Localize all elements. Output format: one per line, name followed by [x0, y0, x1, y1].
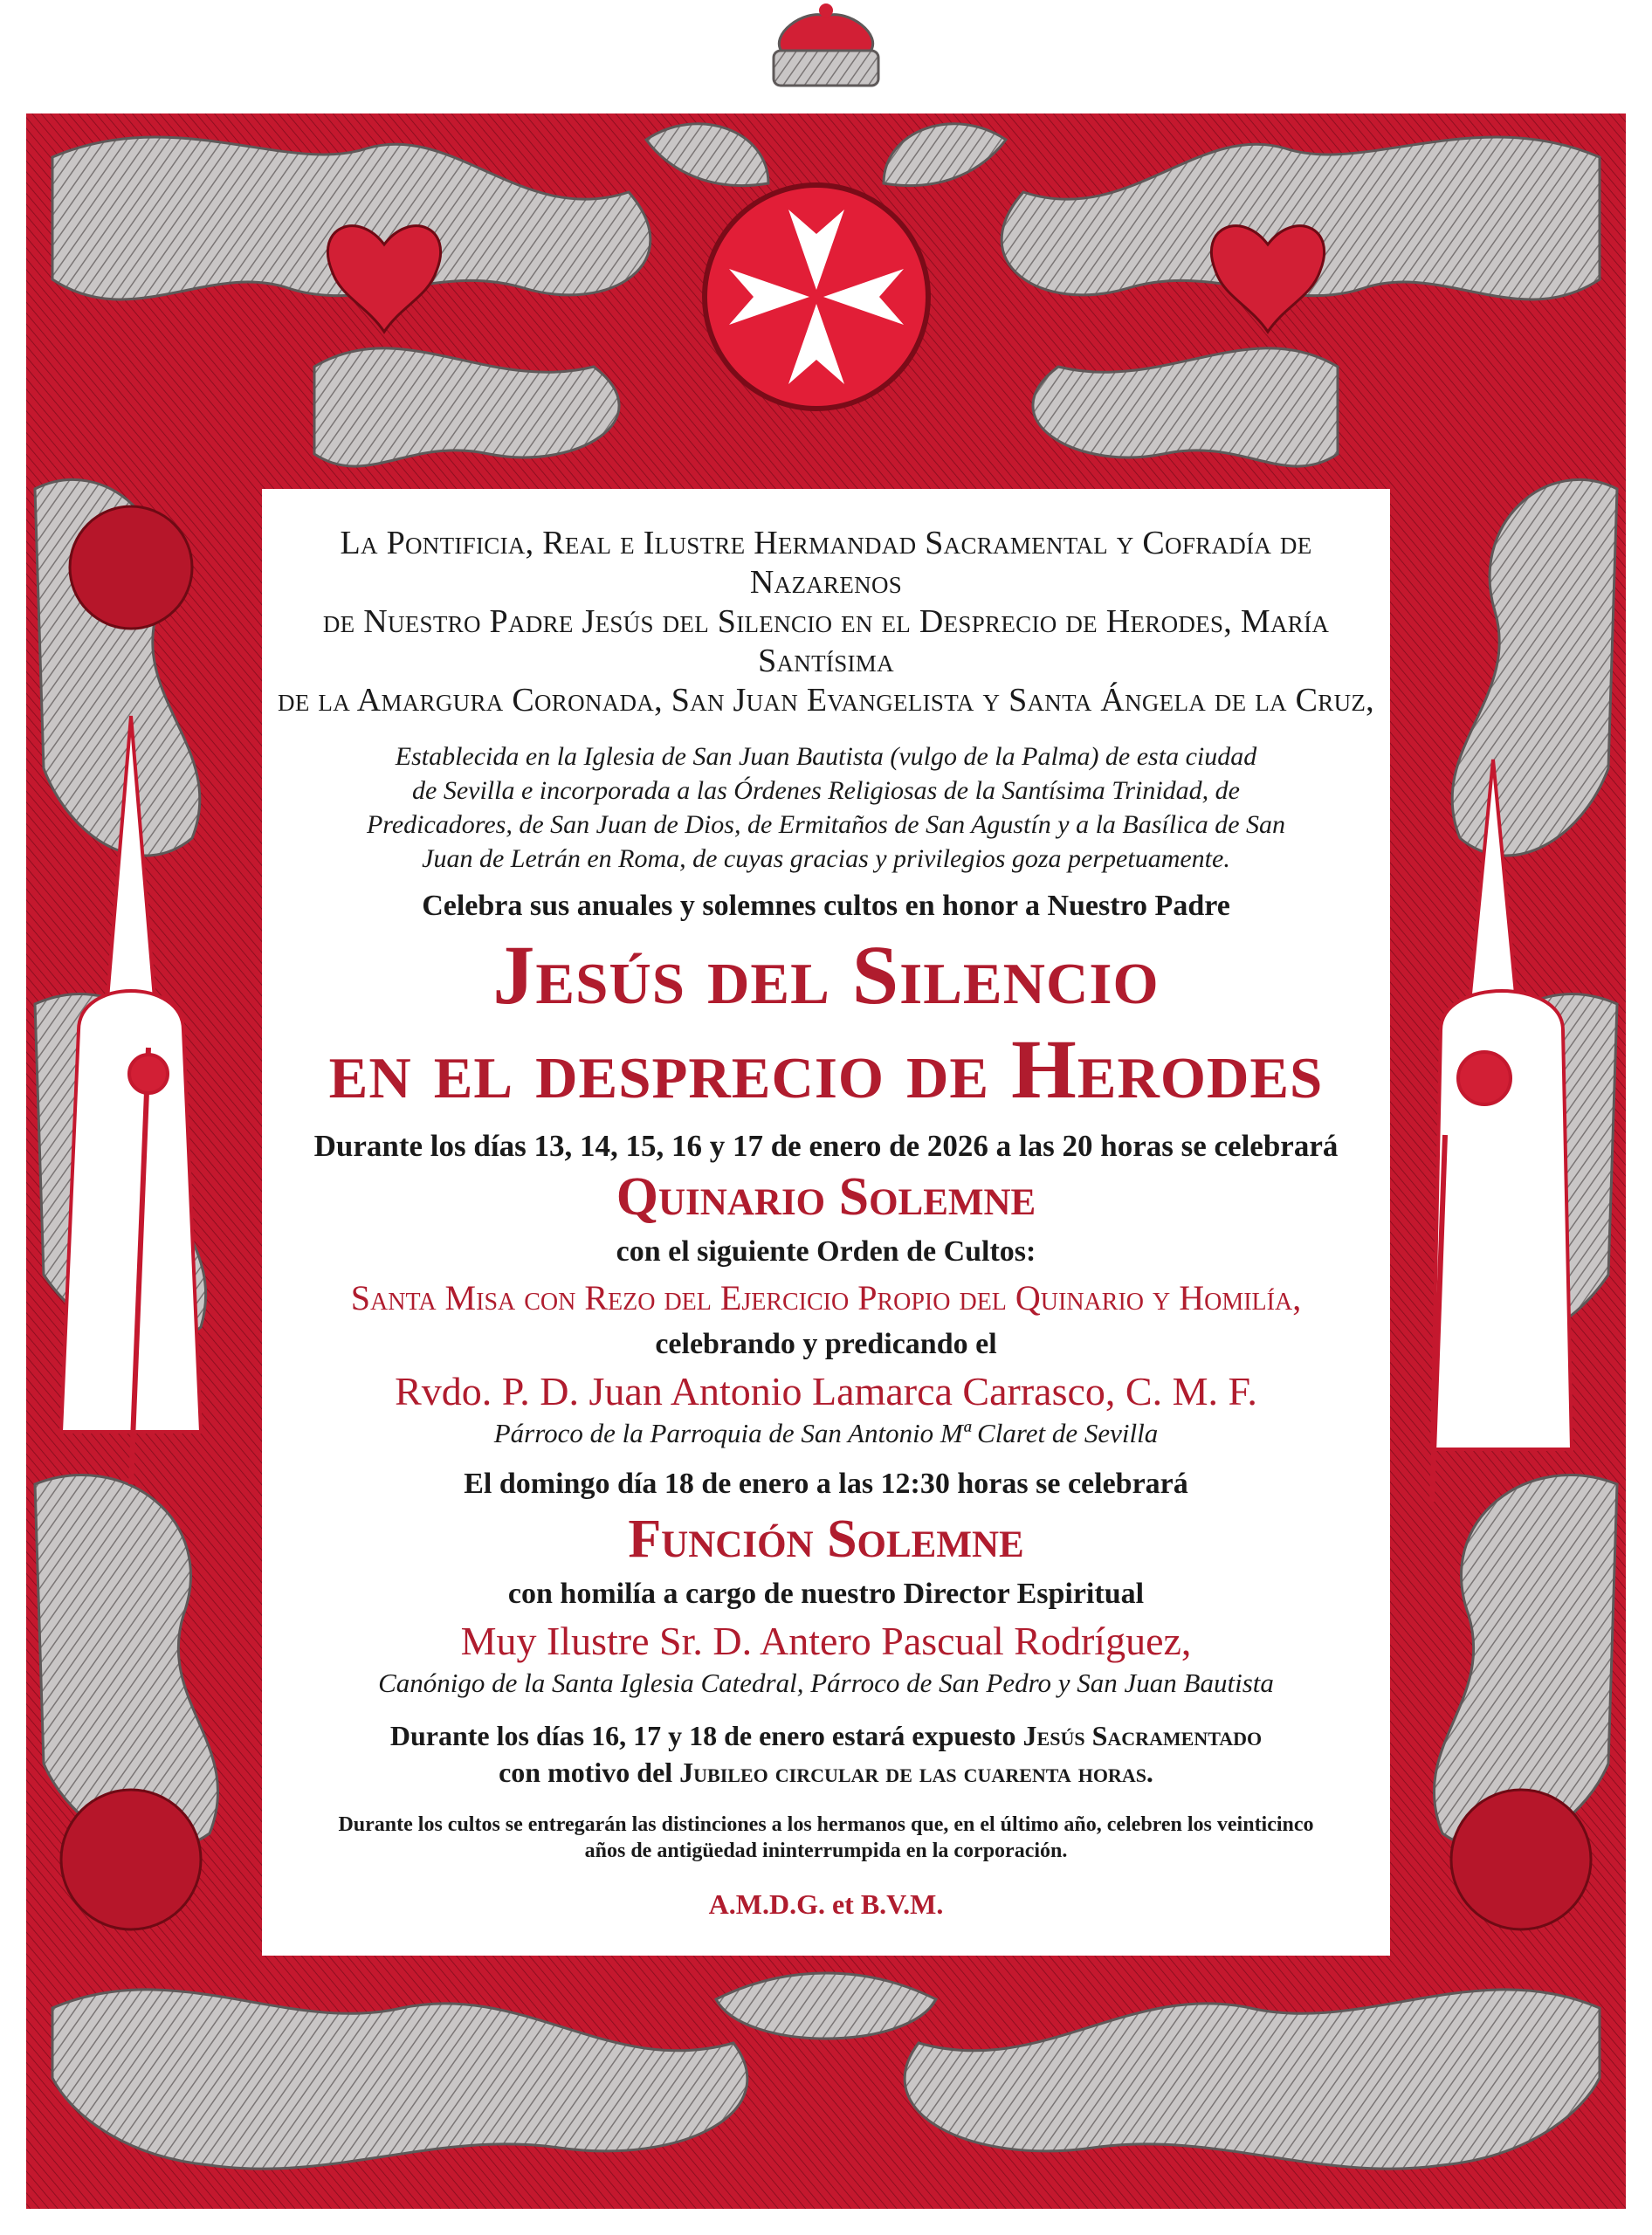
director-name: Muy Ilustre Sr. D. Antero Pascual Rodríguez,	[460, 1619, 1192, 1663]
preacher-name: Rvdo. P. D. Juan Antonio Lamarca Carrasco, C. M. F.	[395, 1369, 1257, 1413]
exposition-text: Durante los días 16, 17 y 18 de enero estará expuesto	[389, 1720, 1016, 1751]
exposition-highlight: Jesús Sacramentado	[1022, 1720, 1263, 1751]
motto: A.M.D.G. et B.V.M.	[708, 1888, 944, 1920]
distinctions-line: años de antigüedad ininterrumpida en la corporación.	[584, 1840, 1068, 1862]
quinario-title: Quinario Solemne	[616, 1167, 1036, 1227]
intro-line: Establecida en la Iglesia de San Juan Bautista (vulgo de la Palma) de esta ciudad	[395, 742, 1257, 771]
distinctions-line: Durante los cultos se entregarán las distinciones a los hermanos que, en el último año, celebren los veinticinco	[338, 1813, 1314, 1836]
director-role: Canónigo de la Santa Iglesia Catedral, Párroco de San Pedro y San Juan Bautista	[378, 1668, 1274, 1698]
intro-line: Predicadores, de San Juan de Dios, de Ermitaños de San Agustín y a la Basílica de San	[366, 810, 1286, 839]
preaching-line: celebrando y predicando el	[655, 1328, 997, 1360]
quinario-dates: Durante los días 13, 14, 15, 16 y 17 de enero de 2026 a las 20 horas se celebrará	[313, 1129, 1339, 1163]
funcion-title: Función Solemne	[628, 1509, 1024, 1569]
announcement	[262, 524, 1390, 1921]
exposition-text: con motivo del	[499, 1757, 673, 1788]
maltese-cross-icon	[705, 185, 928, 409]
heading-line: La Pontificia, Real e Ilustre Hermandad Sacramental y Cofradía de Nazarenos	[340, 525, 1312, 601]
title-line-1: Jesús del Silencio	[492, 928, 1160, 1021]
brotherhood-heading	[262, 524, 1390, 720]
heading-line: de Nuestro Padre Jesús del Silencio en el Desprecio de Herodes, María Santísima	[322, 603, 1330, 679]
preacher-role: Párroco de la Parroquia de San Antonio Mª Claret de Sevilla	[493, 1418, 1159, 1448]
funcion-dates: El domingo día 18 de enero a las 12:30 horas se celebrará	[464, 1468, 1188, 1500]
distinctions-note	[262, 1812, 1390, 1864]
exposition-highlight: Jubileo circular de las cuarenta horas.	[679, 1757, 1153, 1788]
establishment-paragraph	[262, 739, 1390, 876]
intro-line: de Sevilla e incorporada a las Órdenes Religiosas de la Santísima Trinidad, de	[412, 776, 1240, 805]
intro-line: Juan de Letrán en Roma, de cuyas gracias y privilegios goza perpetuamente.	[422, 844, 1230, 873]
papal-tiara-icon	[774, 3, 878, 86]
exposition-line-1	[262, 1717, 1390, 1754]
heading-line: de la Amargura Coronada, San Juan Evangelista y Santa Ángela de la Cruz,	[278, 682, 1374, 719]
cult-lead: Celebra sus anuales y solemnes cultos en honor a Nuestro Padre	[422, 890, 1230, 922]
order-of-cults: con el siguiente Orden de Cultos:	[616, 1235, 1036, 1268]
exposition-line-2	[262, 1754, 1390, 1791]
mass-description: Santa Misa con Rezo del Ejercicio Propio del Quinario y Homilía,	[350, 1278, 1302, 1317]
title-line-2: en el desprecio de Herodes	[328, 1022, 1324, 1116]
homily-line: con homilía a cargo de nuestro Director Espiritual	[507, 1578, 1145, 1610]
